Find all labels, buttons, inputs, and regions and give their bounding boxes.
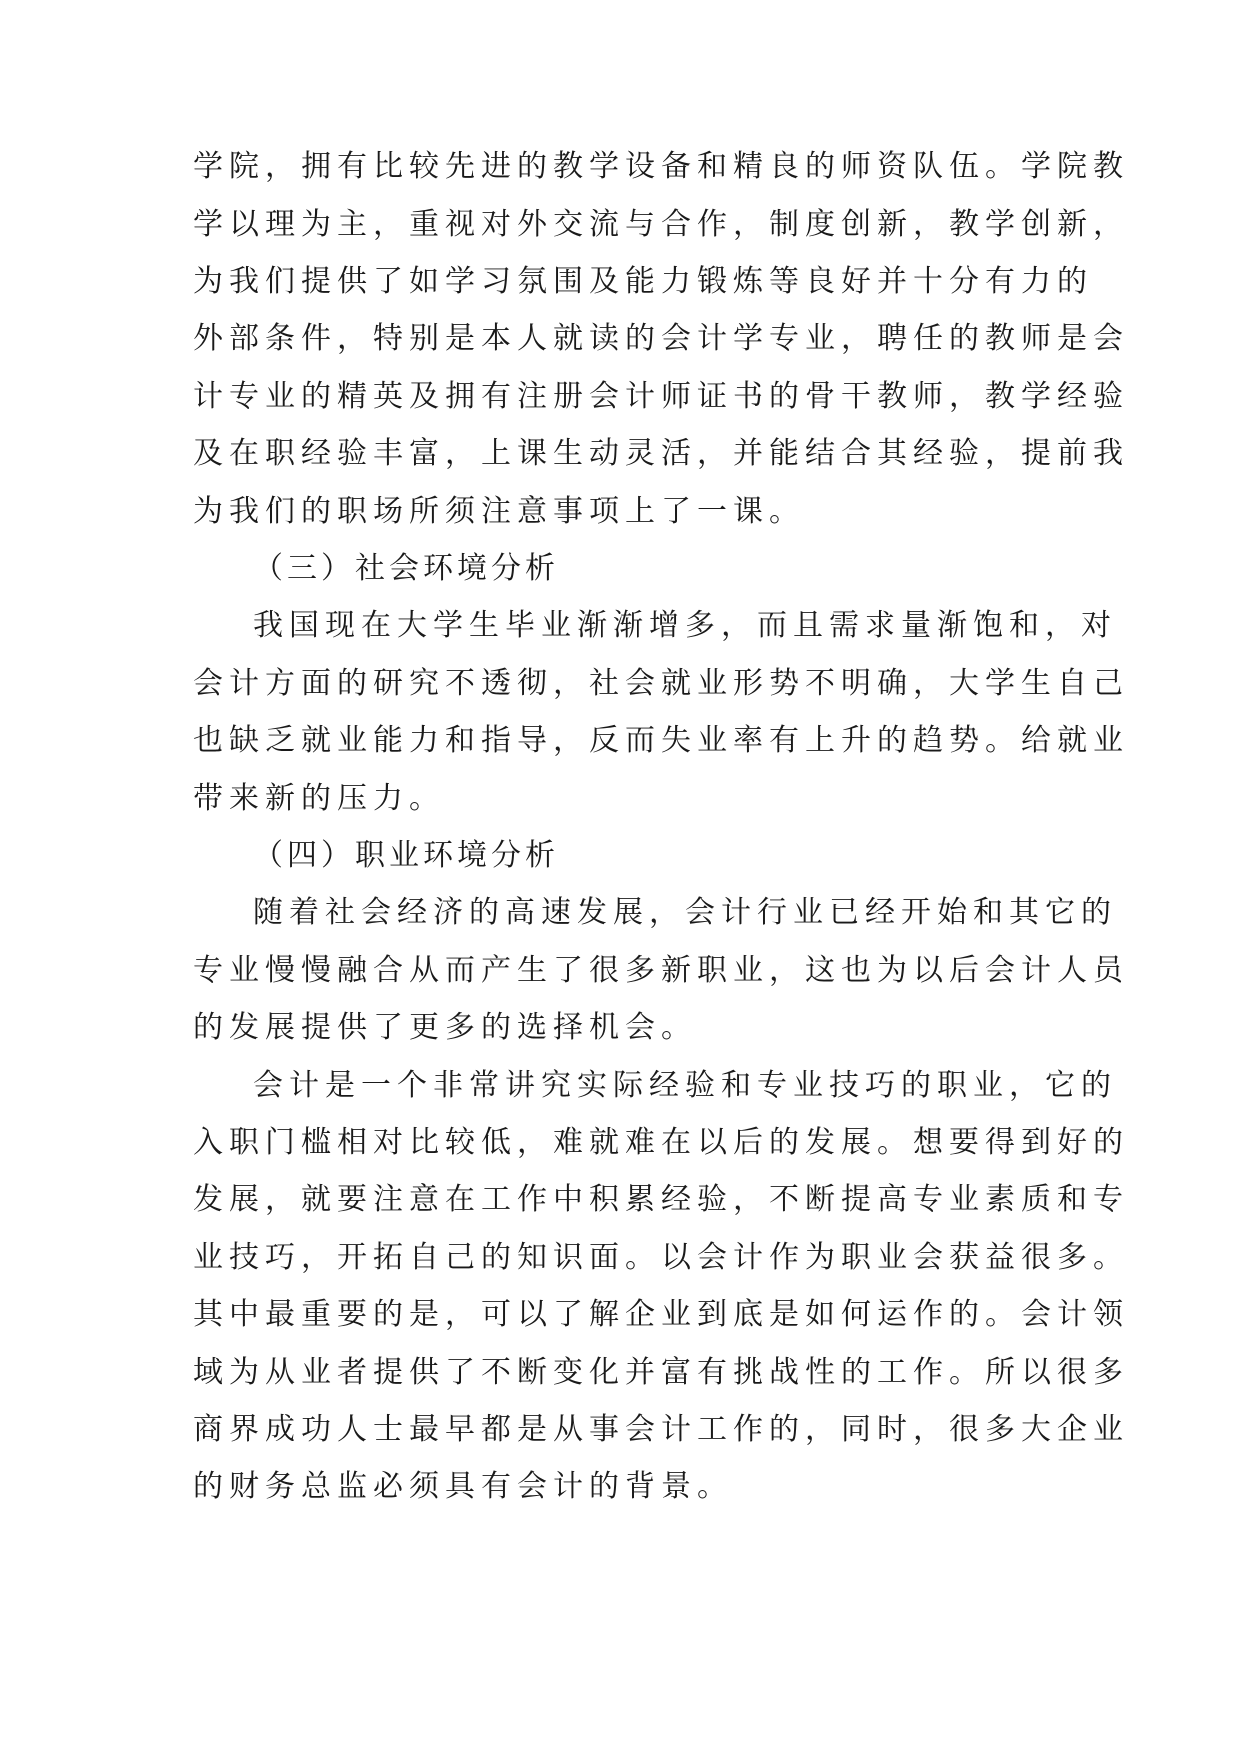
paragraph-line: 外部条件，特别是本人就读的会计学专业，聘任的教师是会 — [193, 321, 1129, 356]
paragraph-line: 我国现在大学生毕业渐渐增多，而且需求量渐饱和，对 — [253, 608, 1117, 643]
paragraph-line: 学院，拥有比较先进的教学设备和精良的师资队伍。学院教 — [193, 149, 1129, 184]
paragraph-line: 随着社会经济的高速发展，会计行业已经开始和其它的 — [253, 895, 1117, 930]
paragraph-line: 入职门槛相对比较低，难就难在以后的发展。想要得到好的 — [193, 1125, 1129, 1160]
paragraph-line: 带来新的压力。 — [193, 781, 445, 816]
section-heading-career-environment: （四）职业环境分析 — [253, 838, 559, 873]
paragraph-line: 域为从业者提供了不断变化并富有挑战性的工作。所以很多 — [193, 1355, 1129, 1390]
paragraph-line: 业技巧，开拓自己的知识面。以会计作为职业会获益很多。 — [193, 1240, 1129, 1275]
paragraph-line: 的财务总监必须具有会计的背景。 — [193, 1469, 733, 1504]
paragraph-line: 商界成功人士最早都是从事会计工作的，同时，很多大企业 — [193, 1412, 1129, 1447]
paragraph-line: 专业慢慢融合从而产生了很多新职业，这也为以后会计人员 — [193, 953, 1129, 988]
paragraph-line: 计专业的精英及拥有注册会计师证书的骨干教师，教学经验 — [193, 379, 1129, 414]
paragraph-line: 为我们的职场所须注意事项上了一课。 — [193, 494, 805, 529]
paragraph-line: 其中最重要的是，可以了解企业到底是如何运作的。会计领 — [193, 1297, 1129, 1332]
paragraph-line: 会计是一个非常讲究实际经验和专业技巧的职业，它的 — [253, 1068, 1117, 1103]
paragraph-line: 的发展提供了更多的选择机会。 — [193, 1010, 697, 1045]
paragraph-line: 学以理为主，重视对外交流与合作，制度创新，教学创新， — [193, 207, 1129, 242]
paragraph-line: 及在职经验丰富，上课生动灵活，并能结合其经验，提前我 — [193, 436, 1129, 471]
paragraph-line: 为我们提供了如学习氛围及能力锻炼等良好并十分有力的 — [193, 264, 1093, 299]
paragraph-line: 会计方面的研究不透彻，社会就业形势不明确，大学生自己 — [193, 666, 1129, 701]
paragraph-line: 也缺乏就业能力和指导，反而失业率有上升的趋势。给就业 — [193, 723, 1129, 758]
section-heading-social-environment: （三）社会环境分析 — [253, 551, 559, 586]
paragraph-line: 发展，就要注意在工作中积累经验，不断提高专业素质和专 — [193, 1182, 1129, 1217]
